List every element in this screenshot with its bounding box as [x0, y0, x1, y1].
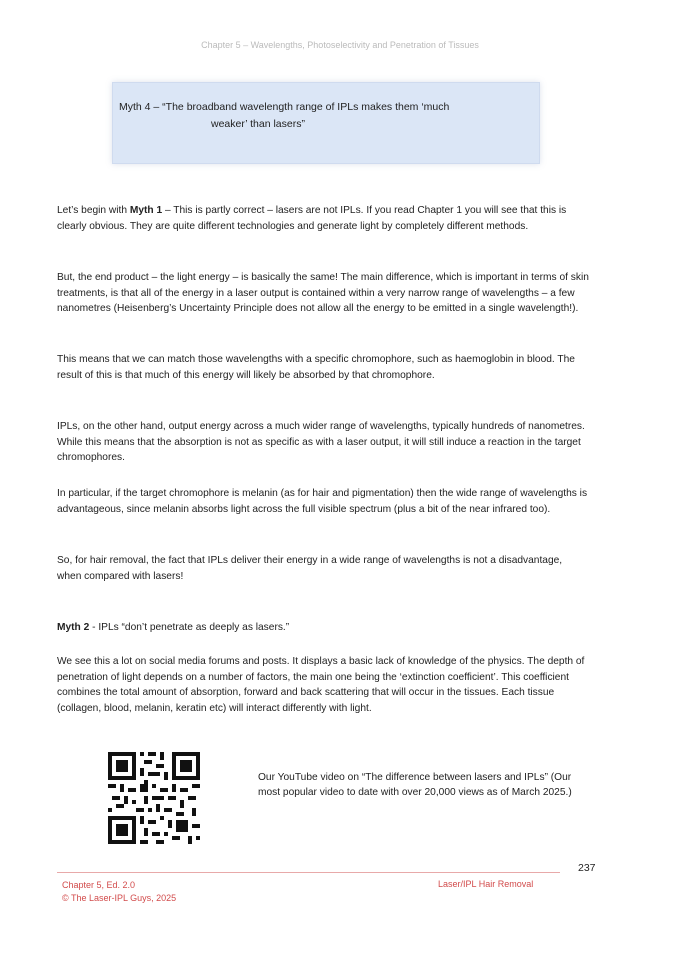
paragraph-myth1	[57, 203, 589, 234]
paragraph-text: - IPLs “don’t penetrate as deeply as lasers.”	[89, 622, 290, 633]
myth-label: Myth 1	[129, 205, 163, 216]
footer-left	[62, 879, 176, 905]
page-number: 237	[578, 862, 596, 874]
footer-book-title: Laser/IPL Hair Removal	[438, 879, 534, 889]
paragraph: In particular, if the target chromophore is melanin (as for hair and pigmentation) then the wide range of wavelengths is advantageous, since melanin absorbs light across the full visible spectrum (plus a bit of the near infrared too).	[57, 488, 588, 515]
qr-code-icon[interactable]	[108, 752, 200, 844]
footer-divider	[57, 872, 560, 873]
paragraph: IPLs, on the other hand, output energy across a much wider range of wavelengths, typically hundreds of nanometres. While this means that the absorption is not as specific as with a laser output, it will still induce a reaction in the target chromophores.	[57, 421, 585, 463]
myth-callout-box	[112, 82, 540, 164]
paragraph: But, the end product – the light energy – is basically the same! The main difference, which is important in terms of skin treatments, is that all of the energy in a laser output is contained within a very narrow range of wavelengths – a few nanometres (Heisenberg’s Uncertainty Principle does not allow all the energy to be emitted in a single wavelength!).	[57, 272, 589, 314]
paragraph: This means that we can match those wavelengths with a specific chromophore, such as haemoglobin in blood. The result of this is that much of this energy will likely be absorbed by that chromophore.	[57, 354, 575, 381]
footer-chapter-edition: Chapter 5, Ed. 2.0	[62, 880, 136, 890]
myth-callout-line1: Myth 4 – “The broadband wavelength range of IPLs makes them ‘much	[119, 101, 450, 113]
paragraph-text: – This is partly correct – lasers are not IPLs. If you read Chapter 1 you will see that this is clearly obvious. They are quite different technologies and generate light by completely different methods.	[57, 205, 567, 232]
myth-label: Myth 2	[57, 622, 90, 633]
footer-copyright: © The Laser-IPL Guys, 2025	[62, 893, 177, 903]
running-header: Chapter 5 – Wavelengths, Photoselectivity and Penetration of Tissues	[201, 40, 479, 50]
qr-caption: Our YouTube video on “The difference between lasers and IPLs” (Our most popular video to date with over 20,000 views as of March 2025.)	[258, 772, 572, 798]
paragraph: So, for hair removal, the fact that IPLs deliver their energy in a wide range of wavelengths is not a disadvantage, when compared with lasers!	[57, 555, 563, 582]
paragraph: We see this a lot on social media forums and posts. It displays a basic lack of knowledge of the physics. The depth of penetration of light depends on a number of factors, the main one being the ‘extinction coefficient’. This coefficient combines the total amount of absorption, forward and back scattering that will occur in the tissues. Each tissue (collagen, blood, melanin, keratin etc) will interact differently with light.	[57, 656, 585, 714]
paragraph-myth2	[57, 620, 589, 636]
myth-callout-line2: weaker’ than lasers”	[211, 118, 305, 130]
paragraph-lead: Let’s begin with	[57, 205, 130, 216]
